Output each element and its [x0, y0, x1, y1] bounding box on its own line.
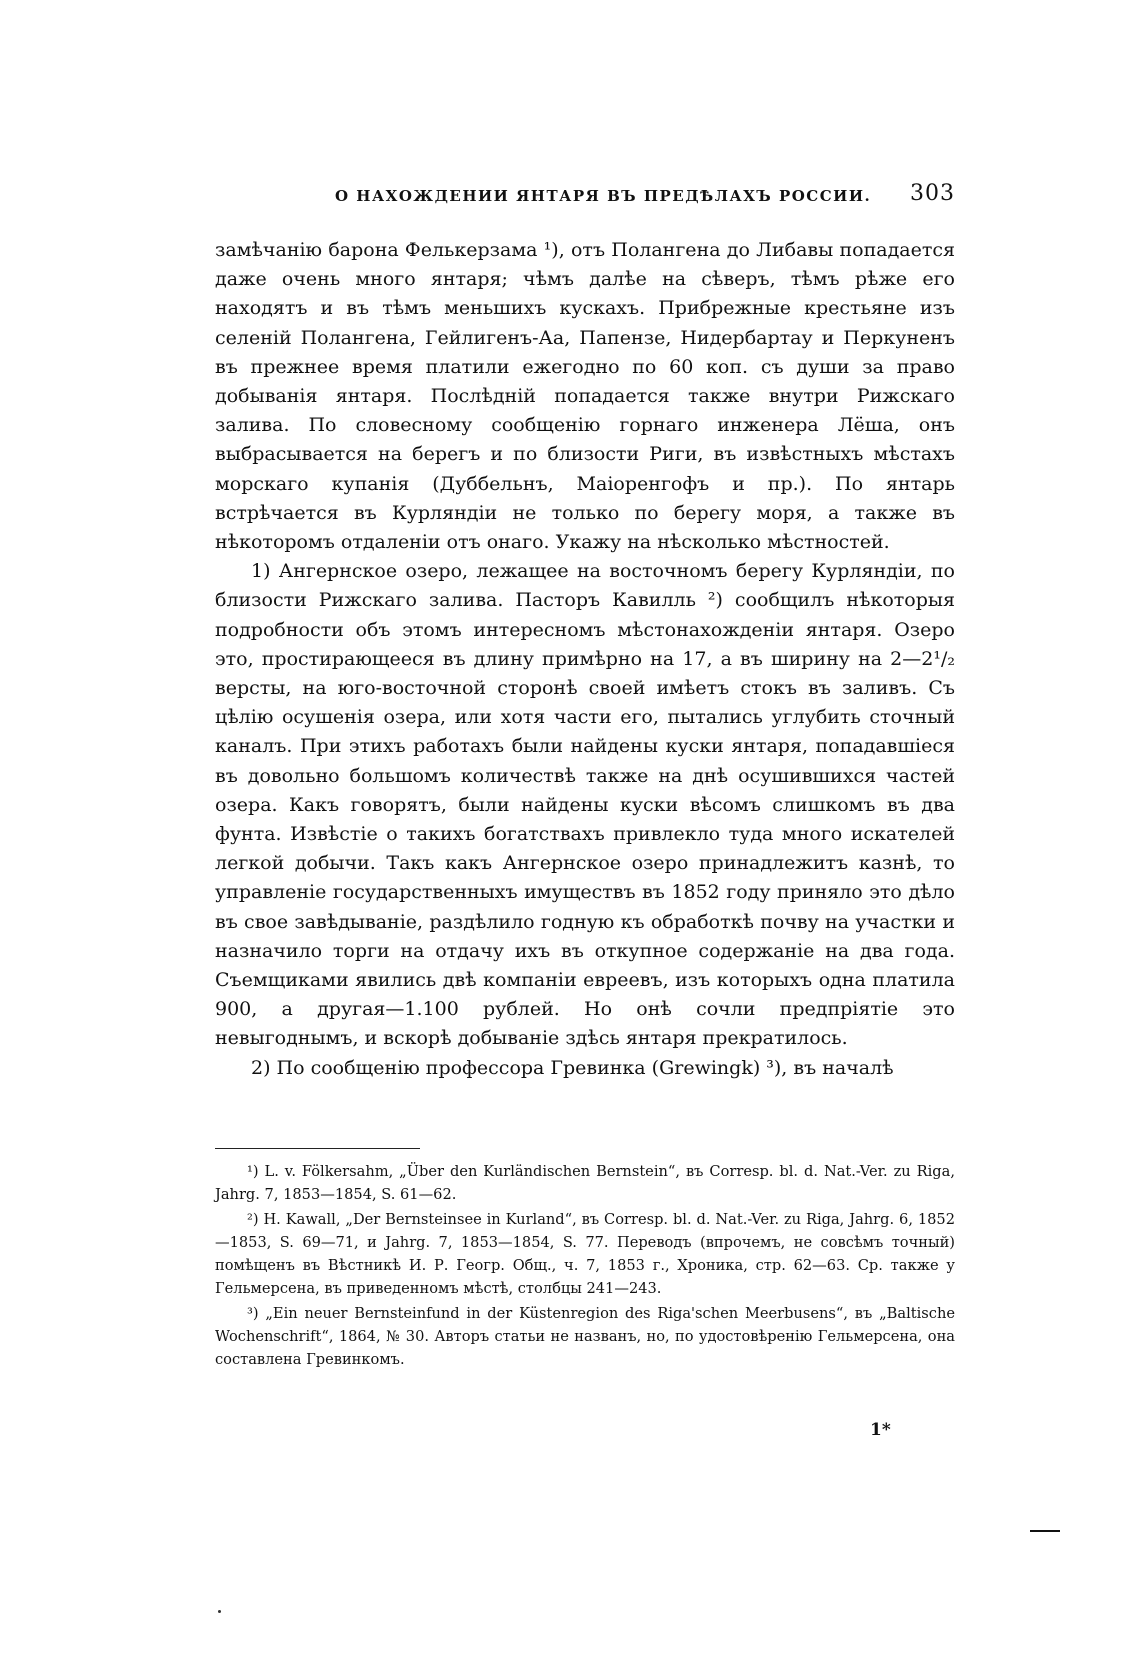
footnote-2: ²) H. Kawall, „Der Bernsteinsee in Kurland“, въ Corresp. bl. d. Nat.-Ver. zu Riga, Jahrg. 6, 1852—1853, S. 69—71, и Jahrg. 7, 1853—1854, S. 77. Переводъ (впрочемъ, не совсѣмъ точный) помѣщенъ въ Вѣстникѣ И. Р. Геогр. Общ., ч. 7, 1853 г., Хроника, стр. 62—63. Ср. также у Гельмерсена, въ приведенномъ мѣстѣ, столбцы 241—243. — [215, 1211, 955, 1297]
page-number: 303 — [910, 181, 955, 206]
scan-edge-mark — [1030, 1530, 1060, 1532]
footnote-rule — [215, 1148, 420, 1149]
body-text — [215, 236, 955, 1083]
footnote-3: ³) „Ein neuer Bernsteinfund in der Küstenregion des Riga'schen Meerbusens“, въ „Baltische Wochenschrift“, 1864, № 30. Авторъ статьи не названъ, но, по удостовѣренію Гельмерсена, она составлена Гревинкомъ. — [215, 1305, 955, 1368]
paragraph-continuation: замѣчанію барона Фелькерзама ¹), отъ Полангена до Либавы попадается даже очень много янтаря; чѣмъ далѣе на сѣверъ, тѣмъ рѣже его находятъ и въ тѣмъ меньшихъ кускахъ. Прибрежные крестьяне изъ селеній Полангена, Гейлигенъ-Аа, Папензе, Нидербартау и Перкуненъ въ прежнее время платили ежегодно по 60 коп. съ души за право добыванія янтаря. Послѣдній попадается также внутри Рижскаго залива. По словесному сообщенію горнаго инженера Лёша, онъ выбрасывается на берегъ и по близости Риги, въ извѣстныхъ мѣстахъ морскаго купанія (Дуббельнъ, Маіоренгофъ и пр.). По янтарь встрѣчается въ Курляндіи не только по берегу моря, а также въ нѣкоторомъ отдаленіи отъ онаго. Укажу на нѣсколько мѣстностей. — [215, 239, 955, 554]
paragraph-ангернское-озеро: 1) Ангернское озеро, лежащее на восточномъ берегу Курляндіи, по близости Рижскаго залива. Пасторъ Кавилль ²) сообщилъ нѣкоторыя подробности объ этомъ интересномъ мѣстонахожденіи янтаря. Озеро это, простирающееся въ длину примѣрно на 17, а въ ширину на 2—2¹/₂ версты, на юго-восточной сторонѣ своей имѣетъ стокъ въ заливъ. Съ цѣлію осушенія озера, или хотя части его, пытались углубить сточный каналъ. При этихъ работахъ были найдены куски янтаря, попадавшіеся въ довольно большомъ количествѣ также на днѣ осушившихся частей озера. Какъ говорятъ, были найдены куски вѣсомъ слишкомъ въ два фунта. Извѣстіе о такихъ богатствахъ привлекло туда много искателей легкой добычи. Такъ какъ Ангернское озеро принадлежитъ казнѣ, то управленіе государственныхъ имуществъ въ 1852 году приняло это дѣло въ свое завѣдываніе, раздѣлило годную къ обработкѣ почву на участки и назначило торги на отдачу ихъ въ откупное содержаніе на два года. Съемщиками явились двѣ компаніи евреевъ, изъ которыхъ одна платила 900, а другая—1.100 рублей. Но онѣ сочли предпріятіе это невыгоднымъ, и вскорѣ добываніе здѣсь янтаря прекратилось. — [215, 560, 955, 1050]
signature-mark: 1* — [870, 1420, 891, 1440]
running-header — [215, 181, 955, 211]
scan-speck — [218, 1610, 221, 1613]
footnotes — [215, 1160, 955, 1373]
paragraph-gerwingk-start: 2) По сообщенію профессора Гревинка (Grewingk) ³), въ началѣ — [251, 1056, 894, 1079]
footnote-1: ¹) L. v. Fölkersahm, „Über den Kurländischen Bernstein“, въ Corresp. bl. d. Nat.-Ver. zu Riga, Jahrg. 7, 1853—1854, S. 61—62. — [215, 1163, 955, 1203]
running-title: О НАХОЖДЕНИИ ЯНТАРЯ ВЪ ПРЕДѢЛАХЪ РОССИИ. — [335, 187, 872, 205]
